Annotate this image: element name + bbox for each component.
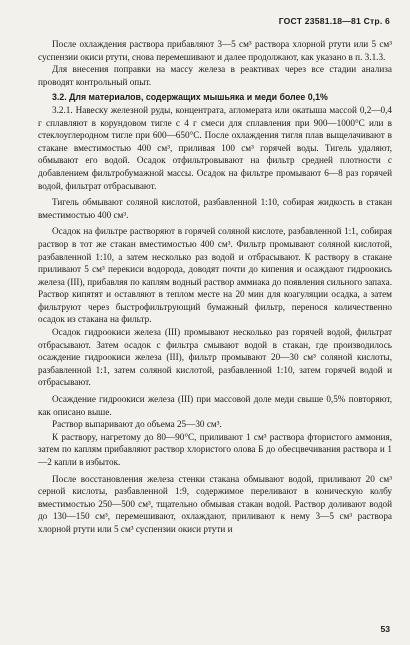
paragraph-heated-solution: К раствору, нагретому до 80—90°С, приливают 1 см³ раствора фтористого аммония, затем по каплям прибавляют раствор хлористого олова Б до обесцвечивания раствора и 1—2 капли в избыток. xyxy=(38,431,392,467)
paragraph-evaporate: Раствор выпаривают до объема 25—30 см³. xyxy=(52,419,222,430)
paragraph-after-reduction: После восстановления железа стенки стакана обмывают водой, приливают 20 см³ серной кислоты, разбавленной 1:9, содержимое переливают в коническую колбу вместимостью 250—500 см³, тщательно обмывая стакан водой. Раствор доливают водой до 130—150 см³, перемешивают, охлаждают, приливают к нему 3—5 см³ раствора хлорной ртути или 5 см³ суспензии окиси ртути и xyxy=(38,473,392,534)
paragraph-3-2-1: 3.2.1. Навеску железной руды, концентрата, агломерата или окатыша массой 0,2—0,4 г сплавляют в корундовом тигле с 4 г смеси для сплавления при 900—1000°С или в стеклоуглеродном тигле при 600—650°С. После охлаждения тигля плав выщелачивают в стакане вместимостью 400 см³, приливая 100 см³ горячей воды. Тигель удаляют, обмывают его водой. Осадок отфильтровывают на фильтр средней плотности с добавлением фильтробумажной массы. Осадок на фильтре промывают 6—8 раз горячей водой, фильтрат отбрасывают. xyxy=(38,104,392,191)
paragraph-dissolve-precipitate: Осадок на фильтре растворяют в горячей соляной кислоте, разбавленной 1:1, собирая раствор в тот же стакан вместимостью 400 см³. Фильтр промывают соляной кислотой, разбавленной 1:10, а затем несколько раз водой и отбрасывают. К раствору в стакане приливают 5 см³ перекиси водорода, доводят почти до кипения и осаждают гидроокись железа (III), прибавляя по каплям водный раствор аммиака до появления сильного запаха. Раствор кипятят и оставляют в теплом месте на 20 мин для коагуляции осадка, а затем фильтруют через быстрофильтрующий бумажный фильтр, перенося количественно осадок из стакана на фильтр. xyxy=(38,226,392,325)
paragraph-crucible-wash: Тигель обмывают соляной кислотой, разбавленной 1:10, собирая жидкость в стакан вместимостью 400 см³. xyxy=(38,197,392,220)
standard-header: ГОСТ 23581.18—81 Стр. 6 xyxy=(278,16,390,26)
paragraph-repeat-precipitation: Осаждение гидроокиси железа (III) при массовой доле меди свыше 0,5% повторяют, как описано выше. xyxy=(38,394,392,417)
paragraph-control-test: Для внесения поправки на массу железа в реактивах через все стадии анализа проводят контрольный опыт. xyxy=(38,64,392,87)
paragraph-wash-hydroxide: Осадок гидроокиси железа (III) промывают несколько раз горячей водой, фильтрат отбрасывают. Затем осадок с фильтра смывают водой в стакан, где производилось осаждение гидроокиси железа (III), фильтр промывают 20—30 см³ соляной кислоты, разбавленной 1:1, затем соляной кислотой, разбавленной 1:10, затем горячей водой и отбрасывают. xyxy=(38,327,392,388)
page-number: 53 xyxy=(380,624,390,634)
paragraph-cooling: После охлаждения раствора прибавляют 3—5 см³ раствора хлорной ртути или 5 см³ суспензии окиси ртути, снова перемешивают и далее продолжают, как указано в п. 3.1.3. xyxy=(38,39,392,62)
document-body xyxy=(38,38,392,536)
section-heading-3-2: 3.2. Для материалов, содержащих мышьяка и меди более 0,1% xyxy=(52,92,328,103)
